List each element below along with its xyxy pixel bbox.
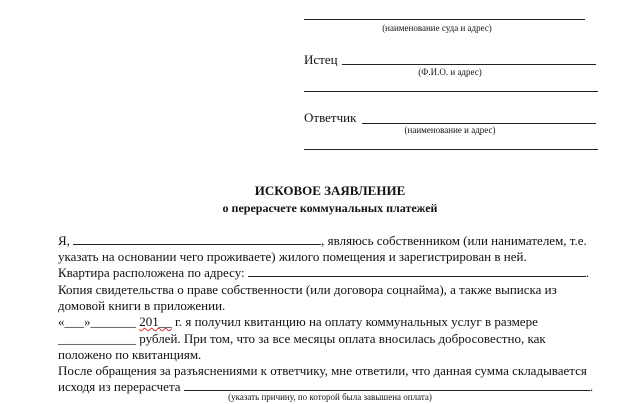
plaintiff-label: Истец bbox=[304, 52, 338, 67]
plaintiff-field-2[interactable] bbox=[304, 91, 598, 92]
date-field[interactable]: «___»_______ bbox=[58, 314, 136, 329]
reason-hint: (указать причину, по которой была завышена оплата) bbox=[228, 392, 432, 402]
court-hint: (наименование суда и адрес) bbox=[382, 23, 492, 33]
plaintiff-hint: (Ф.И.О. и адрес) bbox=[418, 67, 482, 77]
text: Я, bbox=[58, 233, 70, 248]
text: исходя из перерасчета bbox=[58, 379, 181, 394]
plaintiff-field[interactable] bbox=[342, 64, 596, 65]
body-line-9: После обращения за разъяснениями к ответчику, мне ответили, что данная сумма складывается bbox=[58, 363, 587, 378]
text: г. я получил квитанцию на оплату коммунальных услуг в размере bbox=[171, 314, 538, 329]
body-line-4: Копия свидетельства о праве собственности (или договора соцнайма), а также выписка из bbox=[58, 282, 557, 297]
court-field[interactable] bbox=[304, 19, 585, 20]
body-line-1 bbox=[58, 233, 587, 248]
address-field[interactable] bbox=[248, 265, 586, 277]
text: , являюсь собственником (или нанимателем, т.е. bbox=[321, 233, 587, 248]
defendant-hint: (наименование и адрес) bbox=[404, 125, 496, 135]
body-line-6 bbox=[58, 314, 538, 329]
year-field[interactable]: 201__ bbox=[139, 314, 172, 329]
defendant-field[interactable] bbox=[362, 123, 596, 124]
body-line-5: домовой книги в приложении. bbox=[58, 298, 226, 313]
body-line-3: Квартира расположена по адресу: . bbox=[58, 265, 590, 280]
body-line-8: положено по квитанциям. bbox=[58, 347, 202, 362]
document-subtitle: о перерасчете коммунальных платежей bbox=[222, 201, 438, 215]
defendant-field-2[interactable] bbox=[304, 149, 598, 150]
body-line-7: ____________ рублей. При том, что за все месяцы оплата вносилась добросовестно, как bbox=[58, 331, 546, 346]
name-field[interactable] bbox=[73, 233, 321, 245]
body-line-2: указать на основании чего проживаете) жилого помещения и зарегистрирован в ней. bbox=[58, 249, 527, 264]
reason-field[interactable] bbox=[184, 379, 590, 391]
defendant-label: Ответчик bbox=[304, 110, 357, 125]
document-title: ИСКОВОЕ ЗАЯВЛЕНИЕ bbox=[254, 183, 406, 198]
body-line-10: исходя из перерасчета . bbox=[58, 379, 594, 394]
text: Квартира расположена по адресу: bbox=[58, 265, 245, 280]
